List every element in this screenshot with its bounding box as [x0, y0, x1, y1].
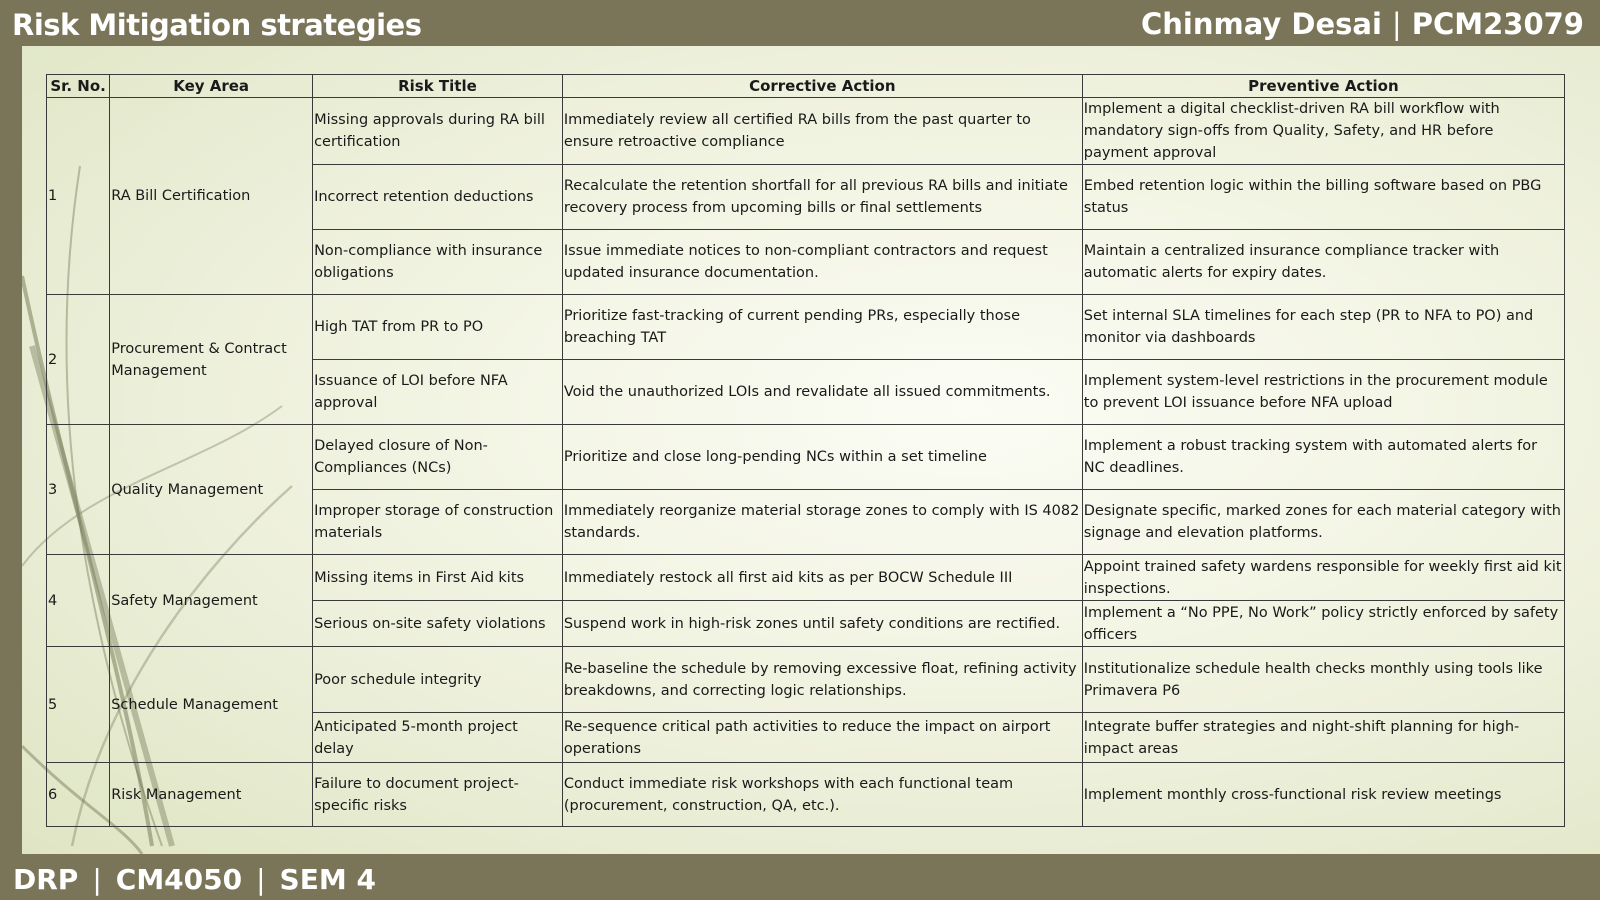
key-area-cell: RA Bill Certification	[110, 98, 313, 295]
risk-title-cell: Anticipated 5-month project delay	[313, 713, 563, 763]
table-row	[47, 98, 1565, 165]
preventive-action-cell: Implement system-level restrictions in the procurement module to prevent LOI issuance before NFA upload	[1082, 360, 1564, 425]
key-area-cell: Procurement & Contract Management	[110, 295, 313, 425]
risk-title-cell: Missing items in First Aid kits	[313, 555, 563, 601]
header-preventive-action: Preventive Action	[1082, 75, 1564, 98]
preventive-action-cell: Institutionalize schedule health checks monthly using tools like Primavera P6	[1082, 647, 1564, 713]
table-row	[47, 295, 1565, 360]
risk-title-cell: Issuance of LOI before NFA approval	[313, 360, 563, 425]
sr-no-cell: 2	[47, 295, 110, 425]
top-bar	[0, 0, 1600, 46]
key-area-cell: Schedule Management	[110, 647, 313, 763]
sr-no-cell: 4	[47, 555, 110, 647]
footer-text	[13, 863, 376, 896]
corrective-action-cell: Immediately reorganize material storage zones to comply with IS 4082 standards.	[562, 490, 1082, 555]
preventive-action-cell: Set internal SLA timelines for each step (PR to NFA to PO) and monitor via dashboards	[1082, 295, 1564, 360]
preventive-action-cell: Implement a “No PPE, No Work” policy strictly enforced by safety officers	[1082, 601, 1564, 647]
corrective-action-cell: Re-baseline the schedule by removing excessive float, refining activity breakdowns, and correcting logic relationships.	[562, 647, 1082, 713]
preventive-action-cell: Integrate buffer strategies and night-shift planning for high-impact areas	[1082, 713, 1564, 763]
preventive-action-cell: Embed retention logic within the billing software based on PBG status	[1082, 165, 1564, 230]
bottom-bar	[0, 854, 1600, 900]
key-area-cell: Quality Management	[110, 425, 313, 555]
header-risk-title: Risk Title	[313, 75, 563, 98]
corrective-action-cell: Suspend work in high-risk zones until safety conditions are rectified.	[562, 601, 1082, 647]
key-area-cell: Safety Management	[110, 555, 313, 647]
table-row	[47, 763, 1565, 827]
slide-title: Risk Mitigation strategies	[12, 8, 422, 42]
risk-title-cell: Serious on-site safety violations	[313, 601, 563, 647]
risk-title-cell: Non-compliance with insurance obligations	[313, 230, 563, 295]
risk-title-cell: Incorrect retention deductions	[313, 165, 563, 230]
corrective-action-cell: Prioritize fast-tracking of current pending PRs, especially those breaching TAT	[562, 295, 1082, 360]
table-row	[47, 555, 1565, 601]
table-header-row	[47, 75, 1565, 98]
preventive-action-cell: Implement a robust tracking system with automated alerts for NC deadlines.	[1082, 425, 1564, 490]
risk-title-cell: High TAT from PR to PO	[313, 295, 563, 360]
corrective-action-cell: Conduct immediate risk workshops with each functional team (procurement, construction, QA, etc.).	[562, 763, 1082, 827]
footer-separator: |	[92, 863, 102, 896]
header-corrective-action: Corrective Action	[562, 75, 1082, 98]
preventive-action-cell: Implement a digital checklist-driven RA bill workflow with mandatory sign-offs from Quality, Safety, and HR before payment approval	[1082, 98, 1564, 165]
corrective-action-cell: Immediately restock all first aid kits as per BOCW Schedule III	[562, 555, 1082, 601]
key-area-cell: Risk Management	[110, 763, 313, 827]
preventive-action-cell: Designate specific, marked zones for each material category with signage and elevation platforms.	[1082, 490, 1564, 555]
risk-title-cell: Delayed closure of Non-Compliances (NCs)	[313, 425, 563, 490]
author-name: Chinmay Desai	[1141, 7, 1382, 41]
header-sr-no: Sr. No.	[47, 75, 110, 98]
table-row	[47, 647, 1565, 713]
corrective-action-cell: Issue immediate notices to non-compliant contractors and request updated insurance documentation.	[562, 230, 1082, 295]
preventive-action-cell: Appoint trained safety wardens responsible for weekly first aid kit inspections.	[1082, 555, 1564, 601]
sr-no-cell: 1	[47, 98, 110, 295]
sr-no-cell: 6	[47, 763, 110, 827]
footer-program: DRP	[13, 863, 79, 896]
corrective-action-cell: Recalculate the retention shortfall for all previous RA bills and initiate recovery process from upcoming bills or final settlements	[562, 165, 1082, 230]
footer-course: CM4050	[115, 863, 243, 896]
risk-title-cell: Improper storage of construction materials	[313, 490, 563, 555]
risk-mitigation-table	[46, 74, 1565, 827]
risk-title-cell: Poor schedule integrity	[313, 647, 563, 713]
author-separator: |	[1391, 7, 1402, 41]
author-id: PCM23079	[1411, 7, 1584, 41]
footer-semester: SEM 4	[279, 863, 376, 896]
content-panel	[22, 46, 1600, 854]
preventive-action-cell: Maintain a centralized insurance compliance tracker with automatic alerts for expiry dates.	[1082, 230, 1564, 295]
footer-separator: |	[256, 863, 266, 896]
risk-title-cell: Failure to document project-specific risks	[313, 763, 563, 827]
author-info	[1141, 7, 1584, 41]
corrective-action-cell: Void the unauthorized LOIs and revalidate all issued commitments.	[562, 360, 1082, 425]
corrective-action-cell: Prioritize and close long-pending NCs within a set timeline	[562, 425, 1082, 490]
sr-no-cell: 5	[47, 647, 110, 763]
header-key-area: Key Area	[110, 75, 313, 98]
sr-no-cell: 3	[47, 425, 110, 555]
corrective-action-cell: Immediately review all certified RA bills from the past quarter to ensure retroactive compliance	[562, 98, 1082, 165]
corrective-action-cell: Re-sequence critical path activities to reduce the impact on airport operations	[562, 713, 1082, 763]
table-row	[47, 425, 1565, 490]
risk-title-cell: Missing approvals during RA bill certification	[313, 98, 563, 165]
preventive-action-cell: Implement monthly cross-functional risk review meetings	[1082, 763, 1564, 827]
